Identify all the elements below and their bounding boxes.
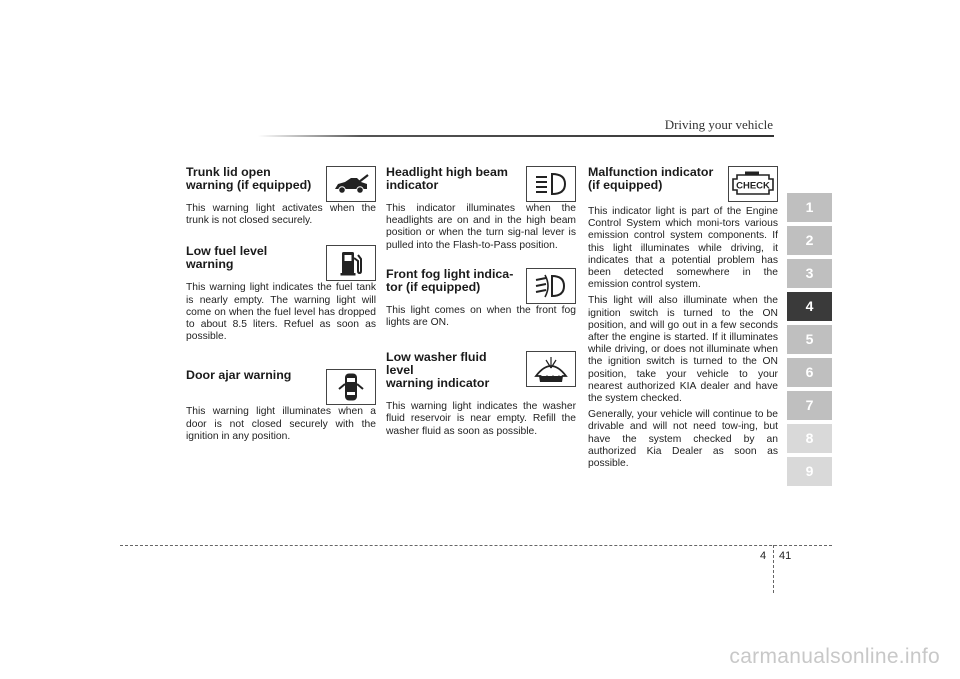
section-washer-fluid <box>386 351 576 438</box>
text-fog-light: This light comes on when the front fog lights are ON. <box>386 304 576 329</box>
heading-malfunction: Malfunction indicator (if equipped) <box>588 165 714 192</box>
text-trunk-lid: This warning light activates when the trunk is not closed securely. <box>186 203 376 227</box>
text-high-beam: This indicator illuminates when the headlights are on and in the high beam position or when the turn sig-nal lever is pulled into the Flash-to-Pass position. <box>386 203 576 251</box>
chapter-tab-8[interactable]: 8 <box>787 424 832 453</box>
section-trunk-lid <box>186 166 376 227</box>
page-number: 41 <box>779 550 792 562</box>
footer-rule <box>120 545 832 546</box>
chapter-tab-1[interactable]: 1 <box>787 193 832 222</box>
text-low-fuel: This warning light indicates the fuel tank is nearly empty. The warning light will come on when the fuel level has dropped to about 8.5 liters. Refuel as soon as possible. <box>186 282 376 343</box>
chapter-tabs <box>787 193 832 490</box>
chapter-tab-4[interactable]: 4 <box>787 292 832 321</box>
fuel-pump-icon <box>326 245 376 281</box>
watermark: carmanualsonline.info <box>729 645 940 668</box>
washer-fluid-icon <box>526 351 576 387</box>
check-engine-icon <box>728 166 778 202</box>
footer-divider <box>773 545 774 593</box>
fog-light-icon <box>526 268 576 304</box>
text-malfunction-2: This light will also illuminate when the ignition switch is turned to the ON position, and will go out in a few seconds after the engine is started. If it illuminates while driving, or does not illuminate when the ignition switch is turned to the ON position, take your vehicle to your nearest authorized KIA dealer and have the system checked. <box>588 295 778 405</box>
text-malfunction-1: This indicator light is part of the Engine Control System which moni-tors various emission control system components. If this light illuminates while driving, it indicates that a potential problem has been detected somewhere in the emission control system. <box>588 206 778 291</box>
heading-trunk-lid: Trunk lid open warning (if equipped) <box>186 165 312 192</box>
high-beam-icon <box>526 166 576 202</box>
chapter-tab-5[interactable]: 5 <box>787 325 832 354</box>
trunk-open-icon <box>326 166 376 202</box>
heading-fog-light: Front fog light indica- tor (if equipped) <box>386 266 514 294</box>
header-rule <box>258 135 774 137</box>
door-ajar-icon <box>326 369 376 405</box>
chapter-tab-6[interactable]: 6 <box>787 358 832 387</box>
column-1 <box>186 166 376 443</box>
section-malfunction <box>588 166 778 470</box>
section-door-ajar <box>186 369 376 443</box>
column-2 <box>386 166 576 438</box>
column-3 <box>588 166 778 470</box>
heading-washer-fluid: Low washer fluid level warning indicator <box>386 350 490 391</box>
heading-high-beam: Headlight high beam indicator <box>386 165 508 192</box>
check-engine-label: CHECK <box>736 180 770 192</box>
text-malfunction-3: Generally, your vehicle will continue to be drivable and will not need tow-ing, but have the system checked by an authorized Kia Dealer as soon as possible. <box>588 409 778 470</box>
heading-low-fuel: Low fuel level warning <box>186 244 268 272</box>
chapter-tab-2[interactable]: 2 <box>787 226 832 255</box>
header-title: Driving your vehicle <box>664 117 773 132</box>
chapter-tab-7[interactable]: 7 <box>787 391 832 420</box>
text-washer-fluid: This warning light indicates the washer fluid reservoir is near empty. Refill the washer fluid as soon as possible. <box>386 401 576 437</box>
chapter-tab-9[interactable]: 9 <box>787 457 832 486</box>
section-low-fuel <box>186 245 376 343</box>
section-fog-light <box>386 268 576 329</box>
text-door-ajar: This warning light illuminates when a door is not closed securely with the ignition in any position. <box>186 406 376 442</box>
page-chapter-number: 4 <box>760 550 767 562</box>
chapter-tab-3[interactable]: 3 <box>787 259 832 288</box>
heading-door-ajar: Door ajar warning <box>186 368 292 383</box>
section-high-beam <box>386 166 576 252</box>
